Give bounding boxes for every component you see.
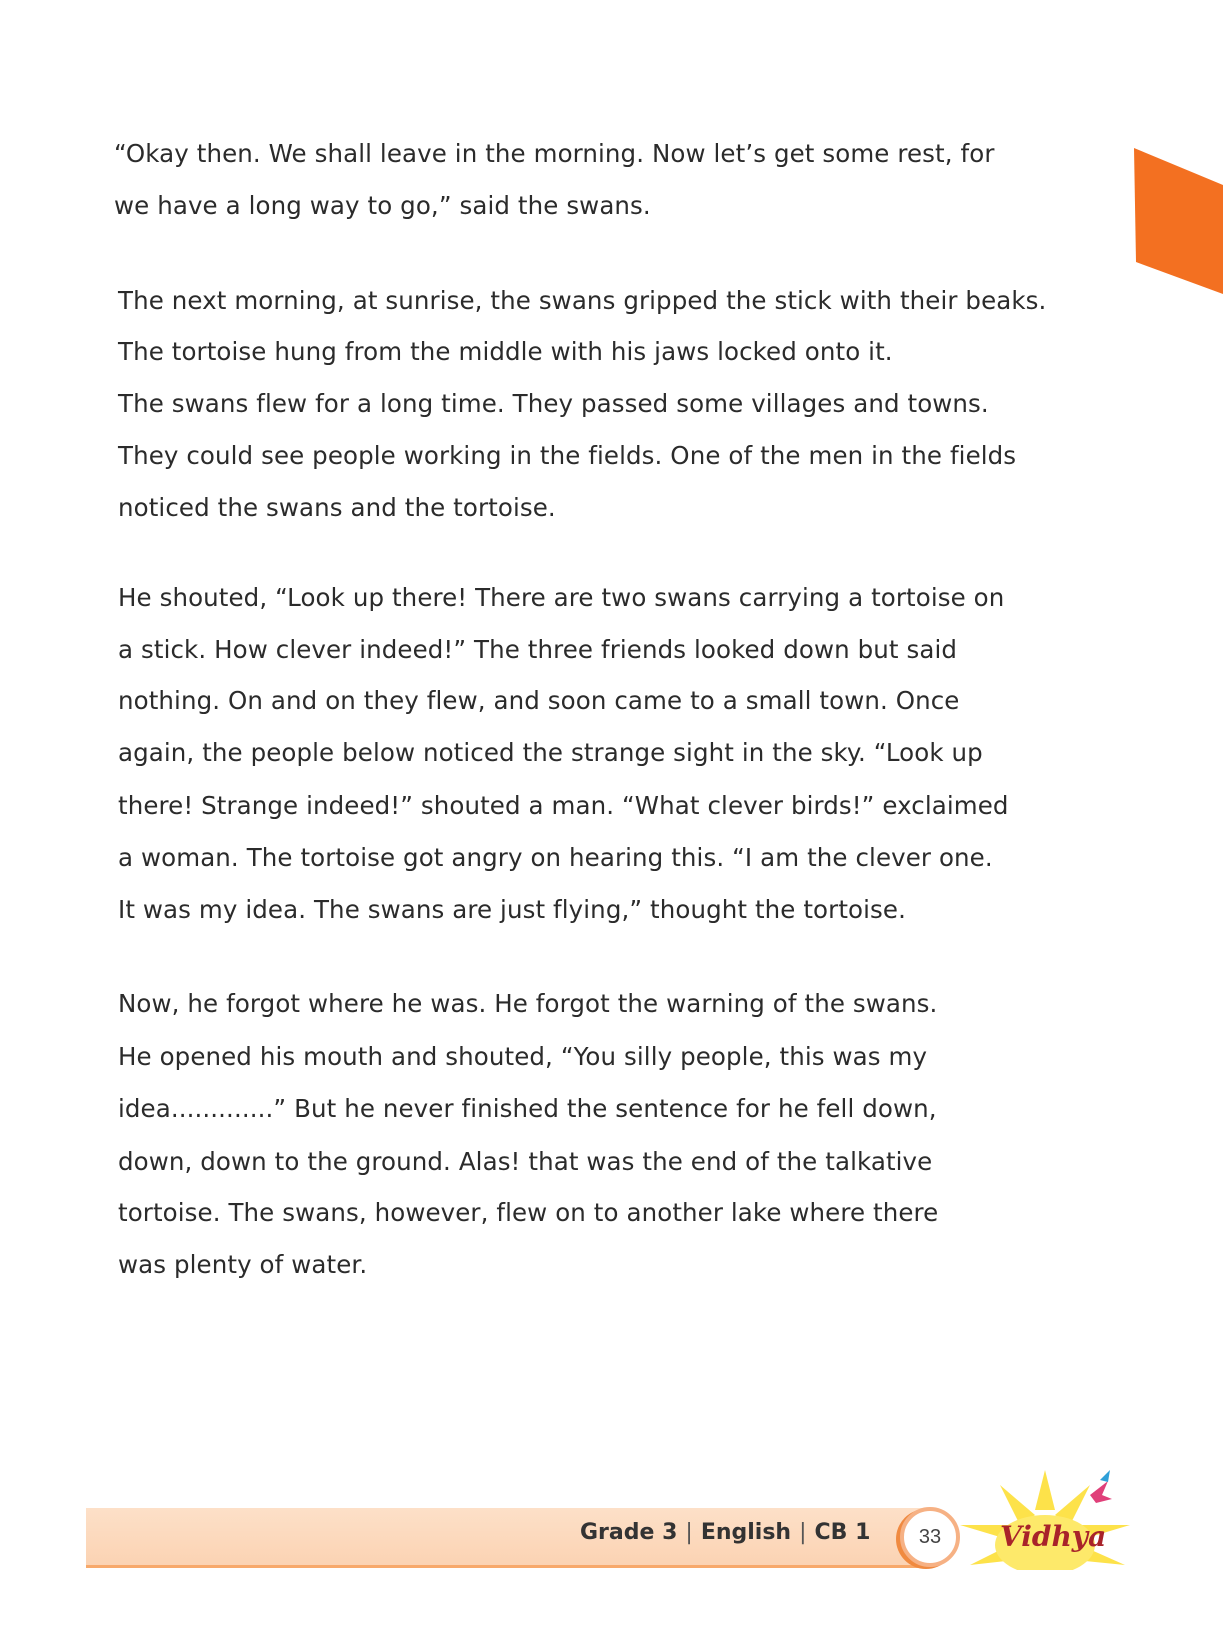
- text-line: He shouted, “Look up there! There are two swans carrying a tortoise on: [118, 583, 1005, 612]
- text-line: nothing. On and on they flew, and soon came to a small town. Once: [118, 686, 960, 715]
- footer-label: [580, 1520, 870, 1545]
- text-line: a woman. The tortoise got angry on hearing this. “I am the clever one.: [118, 843, 993, 872]
- footer-book: CB 1: [814, 1520, 871, 1545]
- text-line: down, down to the ground. Alas! that was the end of the talkative: [118, 1147, 933, 1176]
- text-line: It was my idea. The swans are just flying,” thought the tortoise.: [118, 895, 906, 924]
- text-line: The tortoise hung from the middle with his jaws locked onto it.: [118, 337, 893, 366]
- text-line: He opened his mouth and shouted, “You silly people, this was my: [118, 1042, 928, 1071]
- footer-grade: Grade 3: [580, 1520, 678, 1545]
- text-line: “Okay then. We shall leave in the morning. Now let’s get some rest, for: [114, 139, 995, 168]
- text-line: The swans flew for a long time. They passed some villages and towns.: [118, 389, 989, 418]
- text-line: again, the people below noticed the strange sight in the sky. “Look up: [118, 738, 983, 767]
- separator: |: [685, 1520, 693, 1545]
- text-line: noticed the swans and the tortoise.: [118, 493, 556, 522]
- text-line: They could see people working in the fields. One of the men in the fields: [118, 441, 1017, 470]
- text-line: was plenty of water.: [118, 1250, 368, 1279]
- text-line: there! Strange indeed!” shouted a man. “What clever birds!” exclaimed: [118, 791, 1009, 820]
- text-line: idea.............” But he never finished the sentence for he fell down,: [118, 1094, 937, 1123]
- text-line: we have a long way to go,” said the swans.: [114, 191, 651, 220]
- text-line: The next morning, at sunrise, the swans gripped the stick with their beaks.: [118, 286, 1047, 315]
- separator: |: [799, 1520, 807, 1545]
- text-line: Now, he forgot where he was. He forgot the warning of the swans.: [118, 989, 938, 1018]
- page-number: 33: [900, 1507, 960, 1567]
- footer-subject: English: [700, 1520, 792, 1545]
- logo-text: Vidhya: [1000, 1520, 1107, 1553]
- text-line: tortoise. The swans, however, flew on to another lake where there: [118, 1198, 939, 1227]
- text-line: a stick. How clever indeed!” The three friends looked down but said: [118, 635, 958, 664]
